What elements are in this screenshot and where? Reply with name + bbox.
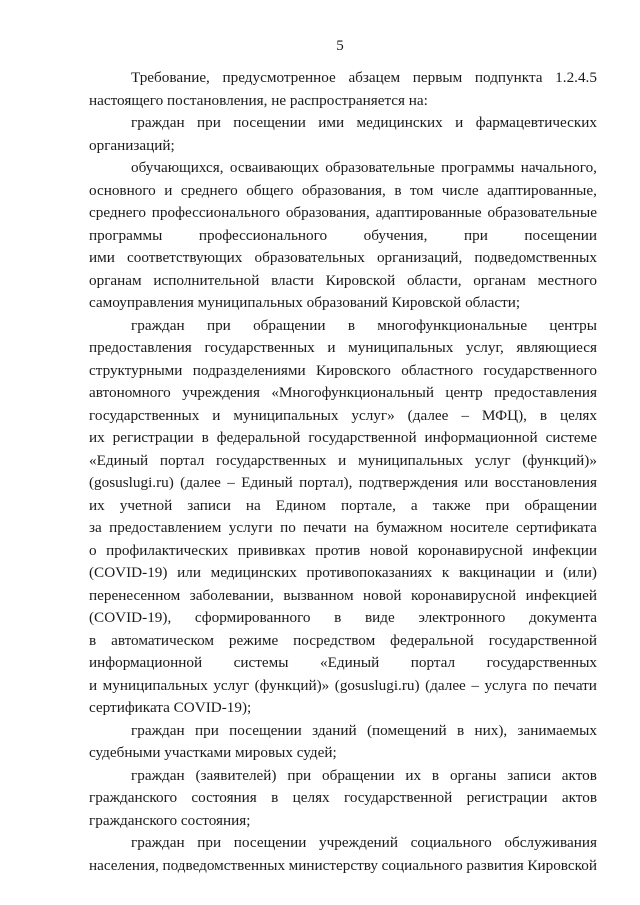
paragraph-line: их регистрации в федеральной государственной информационной системе bbox=[89, 429, 597, 446]
paragraph-line: (COVID-19), сформированного в виде электронного документа bbox=[89, 609, 597, 626]
paragraph-line: ими соответствующих образовательных организаций, подведомственных bbox=[89, 249, 597, 266]
paragraph-line: перенесенном заболевании, вызванном новой коронавирусной инфекцией bbox=[89, 586, 597, 604]
paragraph-p3 bbox=[89, 157, 597, 315]
paragraph-line: «Единый портал государственных и муниципальных услуг (функций)» bbox=[89, 451, 597, 469]
paragraph-line: за предоставлением услуги по печати на бумажном носителе сертификата bbox=[89, 519, 597, 536]
paragraph-line: основного и среднего общего образования, в том числе адаптированные, bbox=[89, 181, 597, 199]
paragraph-line: гражданского состояния в целях государственной регистрации актов bbox=[89, 789, 597, 806]
paragraph-line: информационной системы «Единый портал государственных bbox=[89, 654, 597, 671]
document-body bbox=[89, 67, 597, 877]
paragraph-line: структурными подразделениями Кировского областного государственного bbox=[89, 361, 597, 379]
paragraph-line: граждан (заявителей) при обращении их в органы записи актов bbox=[131, 766, 597, 784]
paragraph-p6 bbox=[89, 765, 597, 833]
paragraph-line: Требование, предусмотренное абзацем первым подпункта 1.2.4.5 bbox=[131, 69, 597, 86]
paragraph-line: государственных и муниципальных услуг» (далее – МФЦ), в целях bbox=[89, 406, 597, 424]
paragraph-line: сертификата COVID-19); bbox=[89, 699, 252, 716]
paragraph-line: судебными участками мировых судей; bbox=[89, 744, 337, 761]
paragraph-line: настоящего постановления, не распространяется на: bbox=[89, 91, 428, 109]
paragraph-line: граждан при обращении в многофункциональные центры bbox=[131, 316, 597, 334]
paragraph-line: (gosuslugi.ru) (далее – Единый портал), подтверждения или восстановления bbox=[89, 474, 597, 491]
paragraph-line: обучающихся, осваивающих образовательные программы начального, bbox=[131, 159, 597, 176]
paragraph-line: гражданского состояния; bbox=[89, 811, 251, 829]
paragraph-line: населения, подведомственных министерству социального развития Кировской bbox=[89, 856, 597, 874]
paragraph-line: организаций; bbox=[89, 136, 175, 154]
paragraph-line: и муниципальных услуг (функций)» (gosuslugi.ru) (далее – услуга по печати bbox=[89, 676, 597, 694]
paragraph-line: самоуправления муниципальных образований Кировской области; bbox=[89, 294, 521, 311]
paragraph-line: программы профессионального обучения, при посещении bbox=[89, 226, 597, 244]
paragraph-line: о профилактических прививках против новой коронавирусной инфекции bbox=[89, 541, 597, 559]
paragraph-line: автономного учреждения «Многофункциональный центр предоставления bbox=[89, 384, 597, 401]
paragraph-line: органам исполнительной власти Кировской области, органам местного bbox=[89, 271, 597, 289]
paragraph-p2 bbox=[89, 112, 597, 157]
paragraph-line: предоставления государственных и муниципальных услуг, являющиеся bbox=[89, 339, 597, 356]
paragraph-line: граждан при посещении учреждений социального обслуживания bbox=[131, 834, 597, 851]
paragraph-line: граждан при посещении ими медицинских и фармацевтических bbox=[131, 114, 597, 131]
paragraph-line: их учетной записи на Едином портале, а также при обращении bbox=[89, 496, 597, 514]
page-number: 5 bbox=[336, 38, 344, 54]
paragraph-p5 bbox=[89, 720, 597, 765]
paragraph-line: граждан при посещении зданий (помещений в них), занимаемых bbox=[131, 721, 597, 739]
paragraph-line: среднего профессионального образования, адаптированные образовательные bbox=[89, 204, 597, 221]
paragraph-line: в автоматическом режиме посредством федеральной государственной bbox=[89, 631, 597, 649]
paragraph-line: (COVID-19) или медицинских противопоказаниях к вакцинации и (или) bbox=[89, 564, 597, 581]
paragraph-p1 bbox=[89, 67, 597, 112]
paragraph-p7 bbox=[89, 832, 597, 877]
paragraph-p4 bbox=[89, 315, 597, 720]
